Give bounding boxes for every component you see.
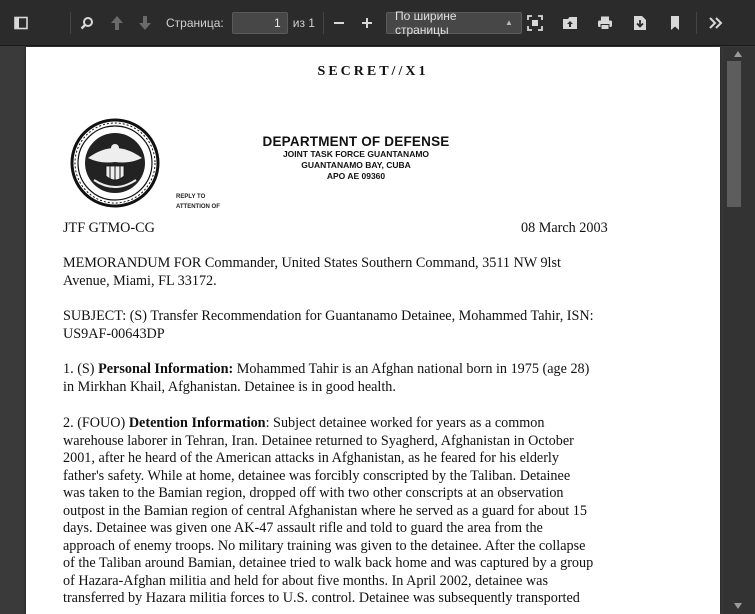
text-line: days. Detainee was given one AK-47 assault rifle and told to guard the area from the bbox=[63, 520, 543, 536]
paragraph-heading: Detention Information bbox=[128, 415, 266, 431]
text-line: MEMORANDUM FOR Commander, United States Southern Command, 3511 NW 9lst bbox=[63, 255, 561, 271]
letterhead bbox=[241, 134, 471, 182]
personal-information-paragraph bbox=[63, 361, 663, 396]
page-number-input[interactable] bbox=[232, 12, 288, 34]
memo-date: 08 March 2003 bbox=[521, 220, 608, 236]
next-page-button[interactable] bbox=[132, 10, 158, 36]
text-line: 2001, after he heard of the American attacks in Afghanistan, as he feared for his elderly bbox=[63, 450, 559, 466]
search-button[interactable] bbox=[74, 10, 100, 36]
print-icon bbox=[597, 16, 613, 30]
paragraph-heading: Personal Information: bbox=[98, 361, 234, 377]
text-line: of Hazara-Afghan militia and held for about five months. In April 2002, detainee was bbox=[63, 572, 548, 589]
text-line: was taken to the Bamian region, dropped off with two other conscripts at an observation bbox=[63, 485, 564, 501]
sender-code: JTF GTMO-CG bbox=[63, 220, 155, 236]
subject-line bbox=[63, 308, 663, 343]
text-line bbox=[63, 415, 663, 433]
classification-marking: SECRET//X1 bbox=[317, 64, 429, 79]
zoom-out-button[interactable] bbox=[326, 10, 352, 36]
document-page bbox=[26, 47, 720, 614]
zoom-select[interactable] bbox=[386, 8, 522, 37]
toolbar-separator bbox=[696, 12, 697, 34]
tools-menu-button[interactable] bbox=[703, 10, 729, 36]
open-file-button[interactable] bbox=[557, 10, 583, 36]
bookmark-button[interactable] bbox=[662, 10, 688, 36]
text-line: in Mirkhan Khail, Afghanistan. Detainee is in good health. bbox=[63, 378, 396, 395]
paragraph-number: 2. (FOUO) bbox=[63, 415, 129, 431]
plus-icon bbox=[361, 17, 373, 29]
detention-information-paragraph bbox=[63, 415, 663, 608]
paragraph-text: : Subject detainee worked for years as a common bbox=[265, 415, 545, 431]
page-label: Страница: bbox=[166, 15, 224, 30]
presentation-icon bbox=[527, 15, 543, 31]
text-line: warehouse laborer in Tehran, Iran. Detainee returned to Syagherd, Afghanistan in October bbox=[63, 432, 574, 449]
text-line bbox=[63, 361, 663, 379]
scroll-down-icon[interactable] bbox=[734, 603, 742, 609]
paragraph-number: 1. (S) bbox=[63, 361, 99, 377]
arrow-down-icon bbox=[138, 15, 152, 31]
reply-to-label bbox=[176, 192, 220, 212]
text-line: Avenue, Miami, FL 33172. bbox=[63, 272, 217, 289]
open-file-icon bbox=[562, 16, 578, 30]
sidebar-toggle-button[interactable] bbox=[8, 10, 34, 36]
download-button[interactable] bbox=[627, 10, 653, 36]
letterhead-line: APO AE 09360 bbox=[326, 171, 386, 181]
pdf-toolbar bbox=[0, 0, 755, 46]
dod-seal-icon bbox=[70, 118, 160, 208]
text-line: outpost in the Bamian region of central Afghanistan where he served as a guard for about 15 bbox=[63, 502, 587, 519]
arrow-up-icon bbox=[110, 15, 124, 31]
vertical-scrollbar[interactable] bbox=[723, 47, 755, 614]
text-line: of the Taliban around Bamian, detainee tried to walk back home and was captured by a group bbox=[63, 555, 594, 571]
search-icon bbox=[80, 16, 94, 30]
zoom-select-value: По ширине страницы bbox=[394, 8, 457, 37]
text-line: transferred by Hazara militia forces to U.S. control. Detainee was subsequently transported bbox=[63, 590, 580, 606]
download-icon bbox=[633, 15, 647, 31]
reply-to-line: ATTENTION OF bbox=[176, 204, 220, 210]
memorandum-for bbox=[63, 255, 663, 290]
document-viewer[interactable] bbox=[0, 47, 755, 614]
double-chevron-right-icon bbox=[708, 16, 724, 30]
scrollbar-thumb[interactable] bbox=[727, 61, 741, 207]
presentation-mode-button[interactable] bbox=[522, 10, 548, 36]
paragraph-text: Mohammed Tahir is an Afghan national born in 1975 (age 28) bbox=[233, 361, 590, 377]
page-count-label: из 1 bbox=[292, 15, 315, 30]
text-line: US9AF-00643DP bbox=[63, 325, 165, 342]
department-title: DEPARTMENT OF DEFENSE bbox=[262, 134, 450, 149]
toolbar-separator bbox=[323, 12, 324, 34]
zoom-in-button[interactable] bbox=[354, 10, 380, 36]
previous-page-button[interactable] bbox=[104, 10, 130, 36]
toolbar-separator bbox=[70, 12, 71, 34]
letterhead-line: JOINT TASK FORCE GUANTANAMO bbox=[282, 149, 430, 159]
reply-to-line: REPLY TO bbox=[176, 194, 206, 200]
letterhead-line: GUANTANAMO BAY, CUBA bbox=[301, 160, 411, 170]
text-line: approach of enemy troops. No military training was given to the detainee. After the collapse bbox=[63, 537, 586, 554]
minus-icon bbox=[333, 17, 345, 29]
text-line: father's safety. While at home, detainee was forcibly conscripted by the Taliban. Detainee bbox=[63, 467, 571, 484]
bookmark-icon bbox=[669, 15, 681, 31]
scroll-up-icon[interactable] bbox=[734, 51, 742, 57]
sidebar-toggle-icon bbox=[14, 16, 28, 30]
text-line: SUBJECT: (S) Transfer Recommendation for Guantanamo Detainee, Mohammed Tahir, ISN: bbox=[63, 308, 594, 324]
print-button[interactable] bbox=[592, 10, 618, 36]
caret-updown-icon: ▲ bbox=[505, 18, 513, 27]
